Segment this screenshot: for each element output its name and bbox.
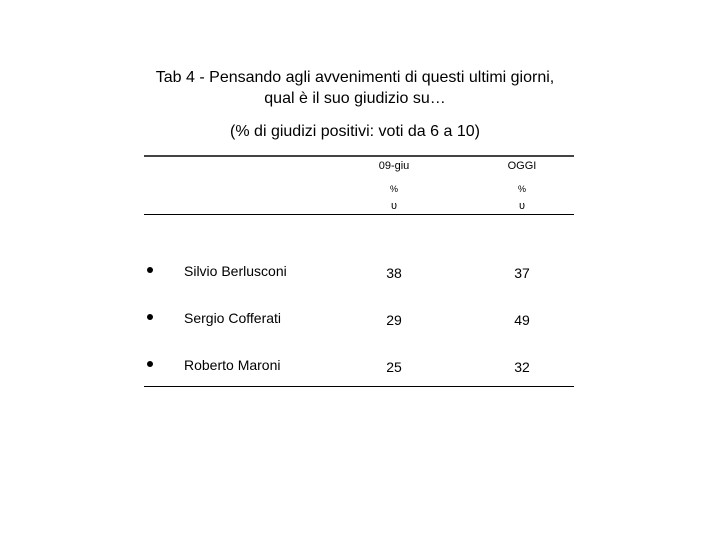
table-title-line-2: qual è il suo giudizio su… (264, 90, 446, 107)
table-top-rule (144, 155, 574, 157)
table-row (144, 309, 574, 331)
row-value-oggi: 32 (514, 359, 530, 375)
table-subtitle: (% di giudizi positivi: voti da 6 a 10) (230, 123, 480, 140)
row-value-oggi: 37 (514, 265, 530, 281)
row-value-09-giu: 25 (386, 359, 402, 375)
row-name: Sergio Cofferati (184, 310, 282, 326)
row-name: Silvio Berlusconi (184, 263, 287, 279)
row-name: Roberto Maroni (184, 357, 281, 373)
column-unit-09-giu: % (389, 184, 398, 194)
column-symbol-09-giu: υ (390, 200, 397, 212)
column-unit-oggi: % (517, 184, 526, 194)
bullet-icon (147, 361, 153, 367)
table-bottom-rule (144, 386, 574, 387)
table-row (144, 356, 574, 378)
row-value-09-giu: 38 (386, 265, 402, 281)
table-title-line-1: Tab 4 - Pensando agli avvenimenti di questi ultimi giorni, (155, 69, 555, 86)
bullet-icon (147, 267, 153, 273)
column-symbol-oggi: υ (518, 200, 525, 212)
column-header-oggi: OGGI (507, 160, 537, 172)
table-header-rule (144, 214, 574, 215)
table-row (144, 262, 574, 284)
column-header-09-giu: 09-giu (378, 160, 410, 172)
row-value-09-giu: 29 (386, 312, 402, 328)
row-value-oggi: 49 (514, 312, 530, 328)
bullet-icon (147, 314, 153, 320)
